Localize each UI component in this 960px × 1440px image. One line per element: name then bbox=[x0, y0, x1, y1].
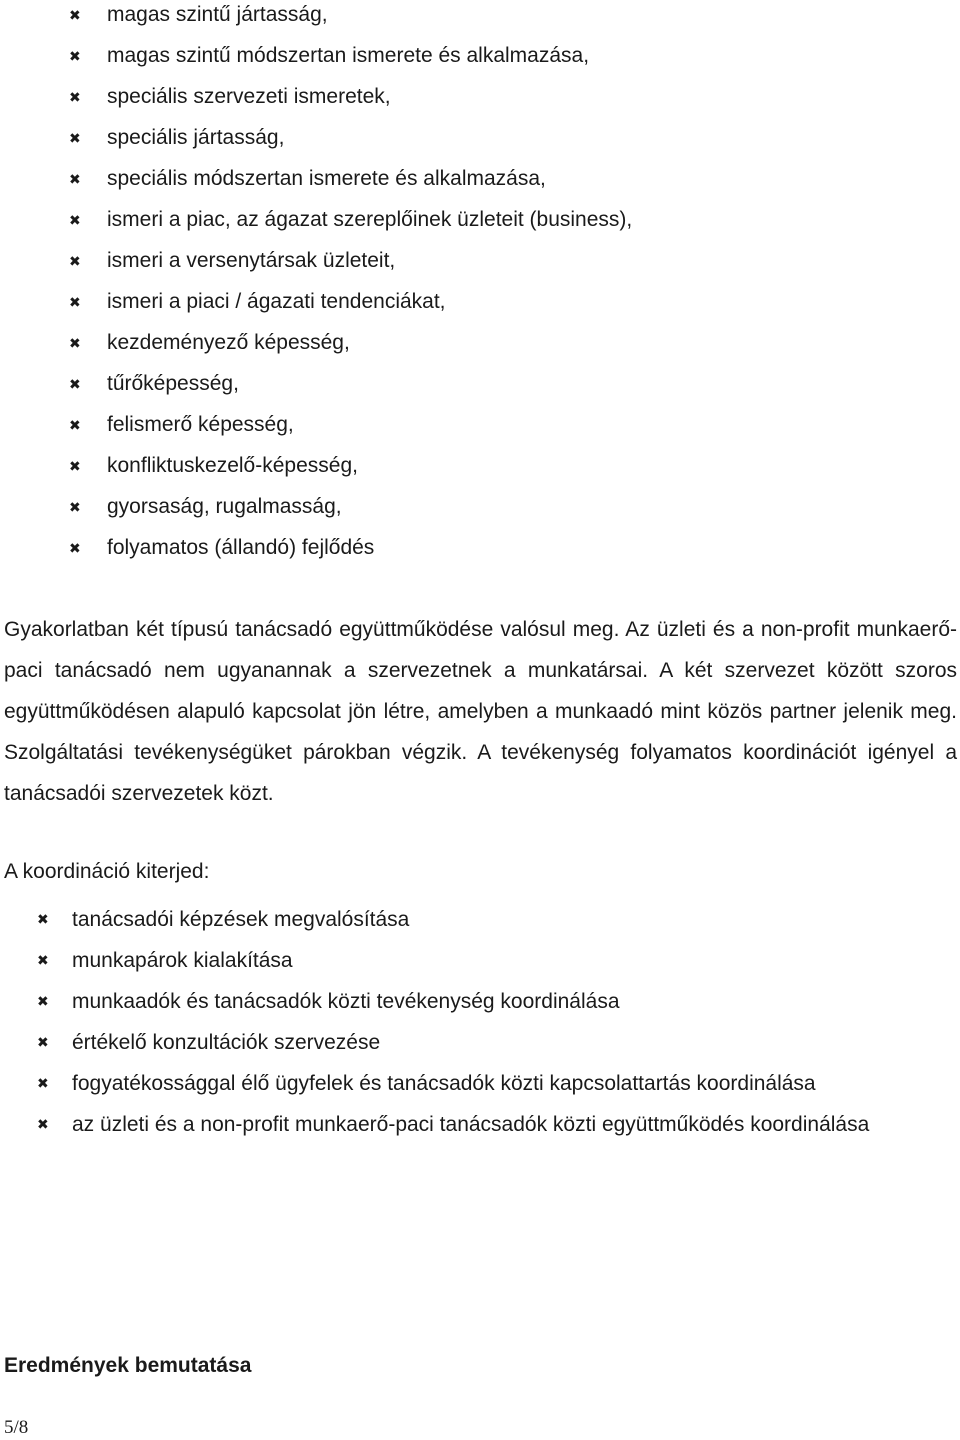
page-number: 5/8 bbox=[4, 1417, 29, 1438]
cross-bullet-icon: ✖ bbox=[37, 952, 49, 968]
list-item-text: magas szintű jártasság, bbox=[107, 3, 328, 26]
list-item-text: kezdeményező képesség, bbox=[107, 331, 350, 354]
list-item-text: munkapárok kialakítása bbox=[72, 949, 293, 972]
list-item-text: értékelő konzultációk szervezése bbox=[72, 1031, 381, 1054]
list-item-text: az üzleti és a non-profit munkaerő-paci tanácsadók közti együttműködés koordinálása bbox=[72, 1113, 870, 1136]
list-item-text: tűrőképesség, bbox=[107, 372, 239, 395]
cross-bullet-icon: ✖ bbox=[69, 212, 81, 228]
cross-bullet-icon: ✖ bbox=[37, 1075, 49, 1091]
cross-bullet-icon: ✖ bbox=[69, 499, 81, 515]
cross-bullet-icon: ✖ bbox=[69, 294, 81, 310]
list-item-text: folyamatos (állandó) fejlődés bbox=[107, 536, 375, 559]
cross-bullet-icon: ✖ bbox=[69, 458, 81, 474]
list-item bbox=[37, 899, 957, 940]
cross-bullet-icon: ✖ bbox=[69, 89, 81, 105]
cross-bullet-icon: ✖ bbox=[69, 171, 81, 187]
list-item-text: gyorsaság, rugalmasság, bbox=[107, 495, 342, 518]
cross-bullet-icon: ✖ bbox=[69, 335, 81, 351]
cross-bullet-icon: ✖ bbox=[69, 7, 81, 23]
list-item bbox=[37, 940, 957, 981]
list-item-text: ismeri a piac, az ágazat szereplőinek üzleteit (business), bbox=[107, 208, 633, 231]
list-item-text: speciális módszertan ismerete és alkalmazása, bbox=[107, 167, 546, 190]
list-item bbox=[69, 533, 929, 574]
cross-bullet-icon: ✖ bbox=[69, 253, 81, 269]
list-item-text: ismeri a versenytársak üzleteit, bbox=[107, 249, 396, 272]
list-item-text: fogyatékossággal élő ügyfelek és tanácsadók közti kapcsolattartás koordinálása bbox=[72, 1072, 816, 1095]
list-item bbox=[37, 1063, 957, 1104]
cross-bullet-icon: ✖ bbox=[69, 376, 81, 392]
list-item bbox=[69, 123, 929, 164]
cooperation-paragraph: Gyakorlatban két típusú tanácsadó együttműködése valósul meg. Az üzleti és a non-profit munkaerő-paci tanácsadó nem ugyanannak a szervezetnek a munkatársai. A két szervezet között szoros együttműködésen alapuló kapcsolat jön létre, amelyben a munkaadó mint közös partner jelenik meg. Szolgáltatási tevékenységüket párokban végzik. A tevékenység folyamatos koordinációt igényel a tanácsadói szervezetek közt. bbox=[4, 618, 957, 805]
list-item bbox=[37, 981, 957, 1022]
cross-bullet-icon: ✖ bbox=[69, 540, 81, 556]
cross-bullet-icon: ✖ bbox=[37, 911, 49, 927]
list-item bbox=[69, 246, 929, 287]
list-item bbox=[69, 328, 929, 369]
list-item bbox=[69, 492, 929, 533]
list-item bbox=[69, 0, 929, 41]
list-item bbox=[69, 205, 929, 246]
list-item bbox=[69, 410, 929, 451]
list-item-text: speciális jártasság, bbox=[107, 126, 285, 149]
coordination-heading: A koordináció kiterjed: bbox=[4, 860, 210, 883]
list-item bbox=[69, 451, 929, 492]
list-item-text: tanácsadói képzések megvalósítása bbox=[72, 908, 410, 931]
list-item bbox=[69, 164, 929, 205]
skills-list bbox=[69, 0, 929, 574]
cross-bullet-icon: ✖ bbox=[37, 1034, 49, 1050]
cross-bullet-icon: ✖ bbox=[69, 48, 81, 64]
list-item-text: ismeri a piaci / ágazati tendenciákat, bbox=[107, 290, 446, 313]
list-item bbox=[69, 369, 929, 410]
cross-bullet-icon: ✖ bbox=[37, 1116, 49, 1132]
list-item-text: konfliktuskezelő-képesség, bbox=[107, 454, 358, 477]
results-heading: Eredmények bemutatása bbox=[4, 1354, 252, 1377]
list-item-text: munkaadók és tanácsadók közti tevékenység koordinálása bbox=[72, 990, 620, 1013]
list-item bbox=[69, 287, 929, 328]
list-item bbox=[37, 1022, 957, 1063]
cross-bullet-icon: ✖ bbox=[37, 993, 49, 1009]
list-item-text: magas szintű módszertan ismerete és alkalmazása, bbox=[107, 44, 590, 67]
list-item bbox=[37, 1104, 957, 1145]
list-item-text: felismerő képesség, bbox=[107, 413, 294, 436]
coordination-list bbox=[37, 899, 957, 1145]
list-item bbox=[69, 82, 929, 123]
list-item bbox=[69, 41, 929, 82]
cross-bullet-icon: ✖ bbox=[69, 417, 81, 433]
list-item-text: speciális szervezeti ismeretek, bbox=[107, 85, 391, 108]
cross-bullet-icon: ✖ bbox=[69, 130, 81, 146]
